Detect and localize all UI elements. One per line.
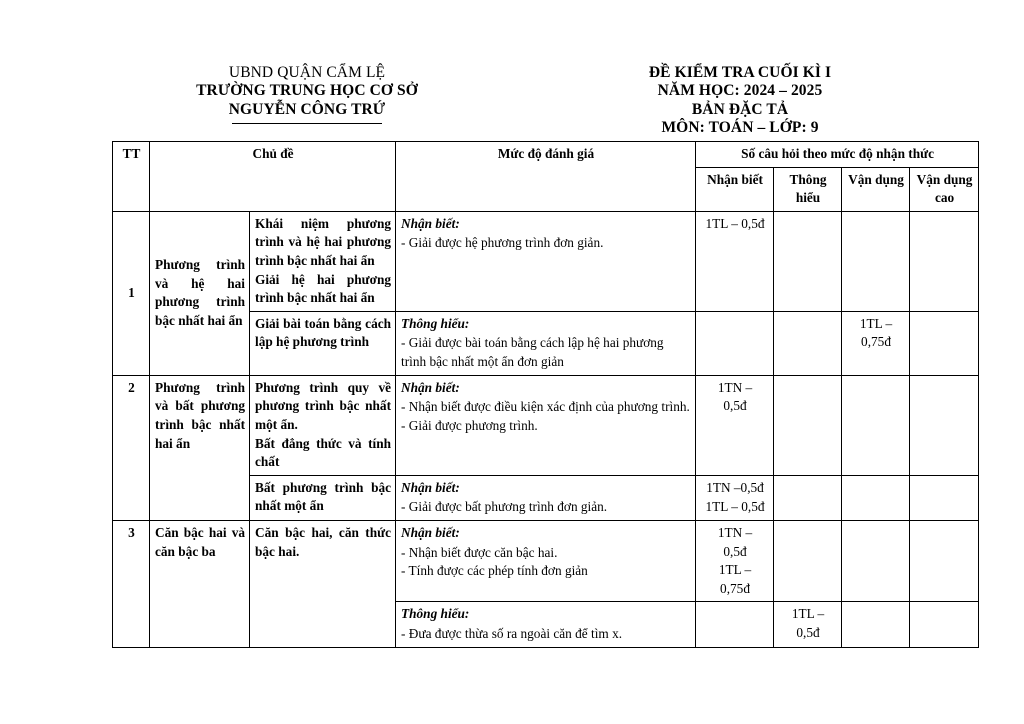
header-divider xyxy=(232,123,382,124)
school-year: NĂM HỌC: 2024 – 2025 xyxy=(657,82,823,100)
topic-cell: Căn bậc hai và căn bậc ba xyxy=(150,520,250,647)
evaluation-cell xyxy=(396,375,696,475)
count-thong-hieu xyxy=(774,602,842,647)
evaluation-level-label: Thông hiểu: xyxy=(401,606,470,622)
count-van-dung xyxy=(842,375,910,475)
evaluation-cell xyxy=(396,602,696,647)
count-van-dung xyxy=(842,211,910,311)
count-line: 0,75đ xyxy=(861,334,891,350)
table-row xyxy=(113,211,979,311)
column-header-van-dung: Vận dụng xyxy=(842,167,910,211)
count-line: 0,75đ xyxy=(720,580,750,596)
count-line: 1TL – xyxy=(718,562,752,578)
count-line: 1TL – 0,5đ xyxy=(705,498,765,514)
count-line: 1TL – xyxy=(791,606,825,622)
row-number: 3 xyxy=(113,520,150,647)
column-header-thong-hieu: Thông hiểu xyxy=(774,167,842,211)
column-header-evaluation-level: Mức độ đánh giá xyxy=(396,142,696,212)
row-number: 1 xyxy=(113,211,150,375)
count-line: 0,5đ xyxy=(723,543,747,559)
count-van-dung xyxy=(842,520,910,601)
evaluation-level-label: Nhận biết: xyxy=(401,215,460,231)
specification-table-wrapper xyxy=(112,141,978,648)
subtopic-line: Phương trình quy về phương trình bậc nhất một ẩn. xyxy=(255,379,392,432)
evaluation-description: - Giải được bài toán bằng cách lập hệ hai phương trình bậc nhất một ẩn đơn giản xyxy=(401,335,664,370)
count-nhan-biet: 1TL – 0,5đ xyxy=(696,211,774,311)
topic-cell: Phương trình và bất phương trình bậc nhất hai ẩn xyxy=(150,375,250,520)
evaluation-description: - Nhận biết được căn bậc hai. xyxy=(401,544,558,560)
count-van-dung-cao xyxy=(910,520,979,601)
school-name: NGUYỄN CÔNG TRỨ xyxy=(228,100,386,118)
exam-title: ĐỀ KIỂM TRA CUỐI KÌ I xyxy=(648,64,832,81)
subtopic-cell: Bất phương trình bậc nhất một ẩn xyxy=(250,475,396,520)
specification-table xyxy=(112,141,979,648)
column-header-nhan-biet: Nhận biết xyxy=(696,167,774,211)
count-van-dung-cao xyxy=(910,475,979,520)
count-van-dung-cao xyxy=(910,211,979,311)
topic-cell: Phương trình và hệ hai phương trình bậc nhất hai ẩn xyxy=(150,211,250,375)
evaluation-level-label: Nhận biết: xyxy=(401,524,460,540)
subtopic-cell: Giải bài toán bằng cách lập hệ phương trình xyxy=(250,311,396,375)
evaluation-cell xyxy=(396,311,696,375)
header-left-block xyxy=(112,64,502,137)
evaluation-description: - Giải được phương trình. xyxy=(401,417,538,433)
table-row xyxy=(113,520,979,601)
document-header xyxy=(0,0,1024,137)
count-van-dung-cao xyxy=(910,311,979,375)
count-line: 1TL – xyxy=(859,315,893,331)
issuing-authority: UBND QUẬN CẨM LỆ xyxy=(228,64,386,81)
count-thong-hieu xyxy=(774,520,842,601)
subtopic-cell: Căn bậc hai, căn thức bậc hai. xyxy=(250,520,396,647)
count-van-dung xyxy=(842,311,910,375)
evaluation-description: - Tính được các phép tính đơn giản xyxy=(401,563,588,579)
evaluation-level-label: Nhận biết: xyxy=(401,479,460,495)
subtopic-line: Bất đẳng thức và tính chất xyxy=(255,435,392,470)
column-header-tt: TT xyxy=(113,142,150,212)
table-header xyxy=(113,142,979,212)
subtopic-line: Giải hệ hai phương trình bậc nhất hai ẩn xyxy=(255,271,392,306)
table-header-row-1 xyxy=(113,142,979,168)
count-nhan-biet xyxy=(696,375,774,475)
count-van-dung xyxy=(842,602,910,647)
count-nhan-biet xyxy=(696,311,774,375)
evaluation-level-label: Thông hiểu: xyxy=(401,315,470,331)
evaluation-level-label: Nhận biết: xyxy=(401,379,460,395)
subtopic-cell xyxy=(250,375,396,475)
table-row xyxy=(113,375,979,475)
evaluation-cell xyxy=(396,211,696,311)
evaluation-cell xyxy=(396,475,696,520)
subtopic-line: Khái niệm phương trình và hệ hai phương trình bậc nhất hai ẩn xyxy=(255,215,392,269)
count-nhan-biet xyxy=(696,520,774,601)
count-thong-hieu xyxy=(774,475,842,520)
subtopic-cell xyxy=(250,211,396,311)
header-right-block xyxy=(502,64,978,137)
column-header-cognitive-group: Số câu hỏi theo mức độ nhận thức xyxy=(696,142,979,168)
count-line: 0,5đ xyxy=(723,398,747,414)
count-van-dung xyxy=(842,475,910,520)
count-line: 0,5đ xyxy=(796,625,820,641)
count-nhan-biet xyxy=(696,602,774,647)
count-nhan-biet xyxy=(696,475,774,520)
evaluation-description: - Giải được bất phương trình đơn giản. xyxy=(401,499,608,515)
evaluation-description: - Nhận biết được điều kiện xác định của phương trình. xyxy=(401,399,690,415)
count-thong-hieu xyxy=(774,311,842,375)
count-line: 1TN – xyxy=(717,524,753,540)
count-line: 1TN –0,5đ xyxy=(706,480,764,496)
school-type: TRƯỜNG TRUNG HỌC CƠ SỞ xyxy=(196,82,418,100)
count-van-dung-cao xyxy=(910,375,979,475)
count-thong-hieu xyxy=(774,211,842,311)
evaluation-description: - Giải được hệ phương trình đơn giản. xyxy=(401,235,604,251)
row-number: 2 xyxy=(113,375,150,520)
column-header-topic: Chủ đề xyxy=(150,142,396,212)
table-body xyxy=(113,211,979,647)
subject-and-grade: MÔN: TOÁN – LỚP: 9 xyxy=(661,118,819,136)
column-header-van-dung-cao: Vận dụng cao xyxy=(910,167,979,211)
count-thong-hieu xyxy=(774,375,842,475)
document-type: BẢN ĐẶC TẢ xyxy=(691,100,789,118)
evaluation-description: - Đưa được thừa số ra ngoài căn để tìm x. xyxy=(401,626,623,642)
evaluation-cell xyxy=(396,520,696,601)
count-van-dung-cao xyxy=(910,602,979,647)
count-line: 1TN – xyxy=(717,379,753,395)
